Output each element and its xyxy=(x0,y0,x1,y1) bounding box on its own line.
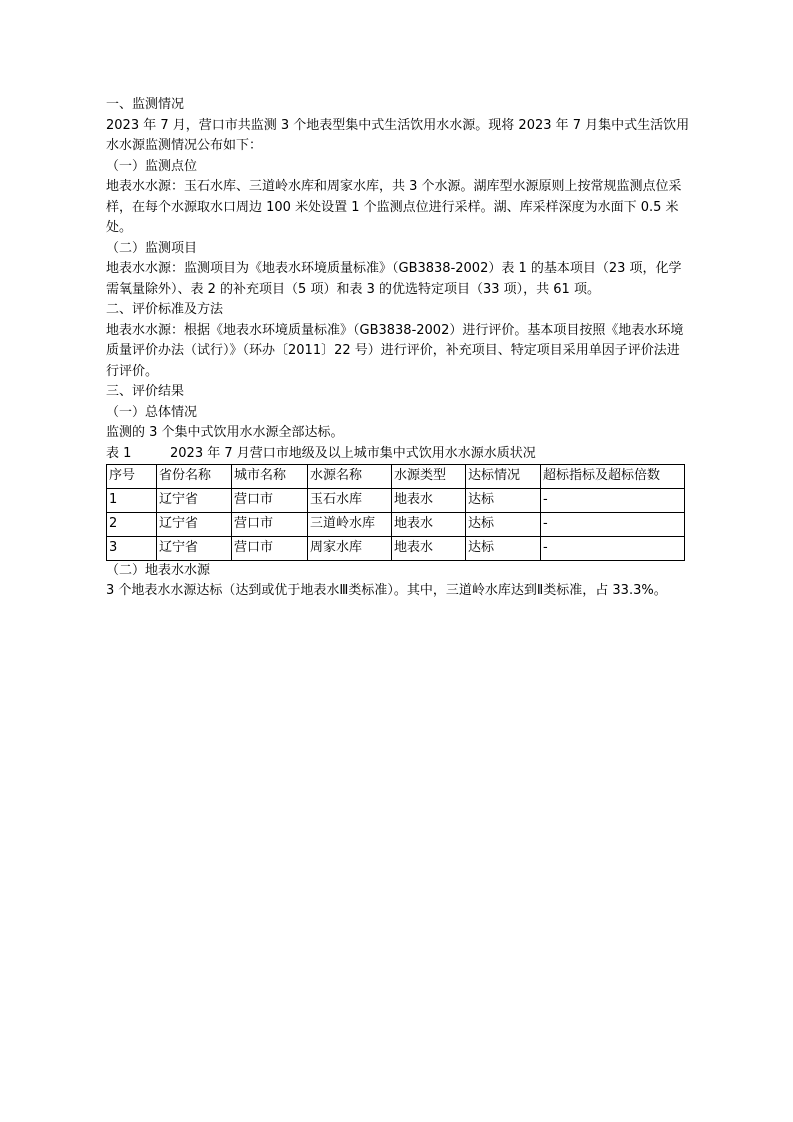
cell-exceedance: - xyxy=(541,488,685,512)
header-source-name: 水源名称 xyxy=(308,464,392,488)
cell-source-type: 地表水 xyxy=(392,536,466,560)
section-3-2-body: 3 个地表水水源达标（达到或优于地表水Ⅲ类标准）。其中，三道岭水库达到Ⅱ类标准，占 33.3%。 xyxy=(106,583,667,598)
cell-source-type: 地表水 xyxy=(392,512,466,536)
cell-source-name: 玉石水库 xyxy=(308,488,392,512)
water-quality-table xyxy=(106,464,685,561)
header-index: 序号 xyxy=(107,464,157,488)
cell-index: 3 xyxy=(107,536,157,560)
cell-index: 1 xyxy=(107,488,157,512)
cell-source-name: 三道岭水库 xyxy=(308,512,392,536)
cell-city: 营口市 xyxy=(232,512,308,536)
section-3-1-heading: （一）总体情况 xyxy=(106,404,198,420)
cell-city: 营口市 xyxy=(232,536,308,560)
cell-source-type: 地表水 xyxy=(392,488,466,512)
section-1-heading: 一、监测情况 xyxy=(106,97,185,112)
header-province: 省份名称 xyxy=(157,464,232,488)
cell-province: 辽宁省 xyxy=(157,536,232,560)
cell-compliance: 达标 xyxy=(466,536,541,560)
cell-city: 营口市 xyxy=(232,488,308,512)
table-caption xyxy=(106,444,691,464)
section-2-heading: 二、评价标准及方法 xyxy=(106,302,224,317)
table-row xyxy=(107,536,685,560)
cell-province: 辽宁省 xyxy=(157,488,232,512)
table-row xyxy=(107,512,685,536)
cell-source-name: 周家水库 xyxy=(308,536,392,560)
table-row xyxy=(107,488,685,512)
header-source-type: 水源类型 xyxy=(392,464,466,488)
section-1-intro: 2023 年 7 月，营口市共监测 3 个地表型集中式生活饮用水水源。现将 2023 年 7 月集中式生活饮用水水源监测情况公布如下： xyxy=(106,117,690,153)
cell-province: 辽宁省 xyxy=(157,512,232,536)
header-exceedance: 超标指标及超标倍数 xyxy=(541,464,685,488)
cell-compliance: 达标 xyxy=(466,512,541,536)
cell-compliance: 达标 xyxy=(466,488,541,512)
section-3-2-heading: （二）地表水水源 xyxy=(106,562,211,578)
section-2-body: 地表水水源：根据《地表水环境质量标准》（GB3838-2002）进行评价。基本项目按照《地表水环境质量评价办法（试行）》（环办〔2011〕22 号）进行评价，补充项目、特定项目采用单因子评价法进行评价。 xyxy=(106,322,684,379)
section-3-heading: 三、评价结果 xyxy=(106,384,185,399)
header-compliance: 达标情况 xyxy=(466,464,541,488)
section-1-2-heading: （二）监测项目 xyxy=(106,240,198,256)
section-1-1-body: 地表水水源：玉石水库、三道岭水库和周家水库，共 3 个水源。湖库型水源原则上按常规监测点位采样，在每个水源取水口周边 100 米处设置 1 个监测点位进行采样。湖、库采样深度为水面下 0.5 米处。 xyxy=(106,179,682,235)
cell-index: 2 xyxy=(107,512,157,536)
header-city: 城市名称 xyxy=(232,464,308,488)
section-1-1-heading: （一）监测点位 xyxy=(106,158,198,174)
section-1-2-body: 地表水水源：监测项目为《地表水环境质量标准》（GB3838-2002）表 1 的基本项目（23 项，化学需氧量除外）、表 2 的补充项目（5 项）和表 3 的优选特定项目（33 项），共 61 项。 xyxy=(106,261,682,297)
cell-exceedance: - xyxy=(541,536,685,560)
table-header-row xyxy=(107,464,685,488)
section-3-1-body: 监测的 3 个集中式饮用水水源全部达标。 xyxy=(106,425,344,440)
cell-exceedance: - xyxy=(541,512,685,536)
table-caption-title: 2023 年 7 月营口市地级及以上城市集中式饮用水水源水质状况 xyxy=(170,445,536,461)
document-body xyxy=(106,95,691,602)
table-caption-number: 表 1 xyxy=(106,445,132,461)
